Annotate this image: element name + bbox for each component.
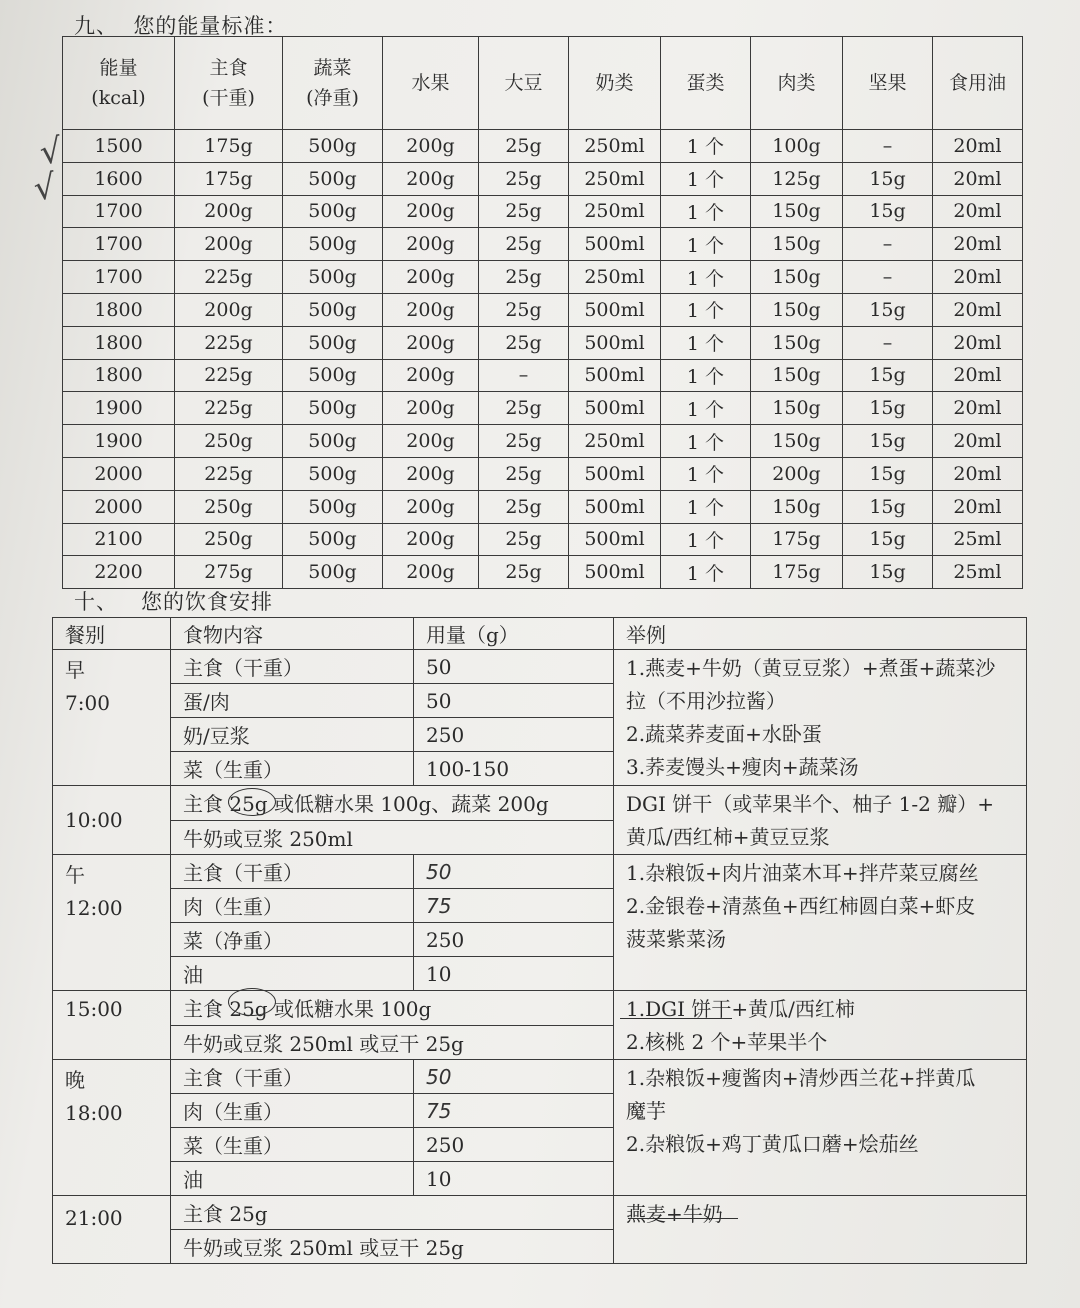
energy-cell: 250ml — [569, 130, 661, 163]
pen-circle-mark — [228, 788, 276, 816]
energy-table-row — [63, 556, 1023, 589]
food-item: 油 — [171, 1162, 414, 1196]
energy-cell: 20ml — [933, 359, 1023, 392]
dinner-row — [53, 1060, 1027, 1094]
energy-cell: 200g — [175, 293, 283, 326]
example-line: 燕麦+牛奶 — [626, 1202, 723, 1226]
energy-cell: 2200 — [63, 556, 175, 589]
energy-cell: 15g — [843, 293, 933, 326]
energy-cell: 1900 — [63, 425, 175, 458]
energy-cell: 225g — [175, 392, 283, 425]
energy-table-row — [63, 326, 1023, 359]
energy-cell: 15g — [843, 457, 933, 490]
energy-cell: 200g — [383, 359, 479, 392]
energy-cell: 500g — [283, 326, 383, 359]
energy-cell: 25g — [479, 293, 569, 326]
handwritten-check-mark: √ — [37, 130, 65, 174]
energy-cell: 1 个 — [661, 457, 751, 490]
amount-value: 250 — [414, 923, 614, 957]
energy-cell: 125g — [751, 162, 843, 195]
energy-cell: 175g — [175, 162, 283, 195]
energy-cell: 100g — [751, 130, 843, 163]
example-line: 1.DGI 饼干+黄瓜/西红柿 — [626, 997, 855, 1021]
food-item: 主食 25g 或低糖水果 100g — [171, 991, 614, 1026]
energy-cell: 250ml — [569, 425, 661, 458]
energy-cell: 200g — [383, 195, 479, 228]
energy-cell: 25g — [479, 130, 569, 163]
energy-cell: 175g — [175, 130, 283, 163]
energy-table-row — [63, 162, 1023, 195]
food-item: 蛋/肉 — [171, 684, 414, 718]
energy-cell: 20ml — [933, 228, 1023, 261]
amount-value-handwritten: 75 — [414, 889, 614, 923]
energy-cell: 500g — [283, 130, 383, 163]
energy-cell: 1 个 — [661, 556, 751, 589]
food-item: 主食（干重） — [171, 650, 414, 684]
diet-plan-table — [52, 617, 1027, 1264]
energy-cell: 250ml — [569, 162, 661, 195]
energy-cell: 25g — [479, 228, 569, 261]
energy-cell: 500g — [283, 425, 383, 458]
energy-cell: 500ml — [569, 359, 661, 392]
energy-header-cell: 奶类 — [569, 37, 661, 130]
lunch-row — [53, 855, 1027, 889]
amount-value: 10 — [414, 1162, 614, 1196]
energy-cell: 25g — [479, 261, 569, 294]
energy-cell: 25ml — [933, 556, 1023, 589]
amount-value: 250 — [414, 1128, 614, 1162]
example-line: 2.金银卷+清蒸鱼+西红柿圆白菜+虾皮 — [626, 894, 976, 918]
energy-cell: 250ml — [569, 261, 661, 294]
snack1-row — [53, 786, 1027, 821]
energy-cell: 15g — [843, 162, 933, 195]
energy-cell: 1800 — [63, 359, 175, 392]
meal-snack-15: 15:00 — [53, 991, 171, 1060]
food-item: 菜（生重） — [171, 752, 414, 786]
meal-breakfast: 早 7:00 — [53, 650, 171, 786]
amount-value-handwritten: 50 — [414, 1060, 614, 1094]
energy-cell: 500g — [283, 293, 383, 326]
energy-cell: 20ml — [933, 261, 1023, 294]
energy-cell: 20ml — [933, 425, 1023, 458]
example-line: 1.燕麦+牛奶（黄豆豆浆）+煮蛋+蔬菜沙 — [626, 656, 996, 680]
energy-cell: 20ml — [933, 293, 1023, 326]
energy-cell: 1 个 — [661, 130, 751, 163]
snack3-row — [53, 1196, 1027, 1230]
energy-cell: 150g — [751, 326, 843, 359]
energy-table-row — [63, 425, 1023, 458]
energy-cell: 15g — [843, 490, 933, 523]
diet-table-header-row — [53, 618, 1027, 650]
energy-header-cell: 主食 (干重) — [175, 37, 283, 130]
energy-cell: 225g — [175, 261, 283, 294]
food-item: 主食 25g — [171, 1196, 614, 1230]
food-item: 菜（生重） — [171, 1128, 414, 1162]
energy-cell: 25g — [479, 195, 569, 228]
energy-cell: 200g — [383, 392, 479, 425]
meal-lunch: 午 12:00 — [53, 855, 171, 991]
pen-underline-mark — [620, 1018, 732, 1019]
energy-cell: – — [843, 261, 933, 294]
energy-cell: 1 个 — [661, 293, 751, 326]
energy-cell: 150g — [751, 228, 843, 261]
energy-cell: 500g — [283, 523, 383, 556]
example-line: 2.杂粮饭+鸡丁黄瓜口蘑+烩茄丝 — [626, 1132, 919, 1156]
energy-cell: – — [843, 130, 933, 163]
energy-cell: 150g — [751, 195, 843, 228]
energy-cell: 15g — [843, 523, 933, 556]
meal-snack-10: 10:00 — [53, 786, 171, 855]
food-item: 主食（干重） — [171, 855, 414, 889]
energy-cell: 25g — [479, 392, 569, 425]
energy-cell: 15g — [843, 425, 933, 458]
energy-cell: 1800 — [63, 326, 175, 359]
example-line: 2.蔬菜荞麦面+水卧蛋 — [626, 722, 822, 746]
snack2-examples — [614, 991, 1027, 1060]
food-item: 主食（干重） — [171, 1060, 414, 1094]
example-line: 3.荞麦馒头+瘦肉+蔬菜汤 — [626, 755, 859, 779]
energy-cell: 150g — [751, 359, 843, 392]
energy-table-row — [63, 490, 1023, 523]
energy-cell: 500ml — [569, 293, 661, 326]
energy-cell: 1 个 — [661, 523, 751, 556]
energy-cell: 1600 — [63, 162, 175, 195]
energy-cell: 250g — [175, 523, 283, 556]
energy-cell: 500g — [283, 457, 383, 490]
amount-value: 100-150 — [414, 752, 614, 786]
handwritten-check-mark: √ — [31, 166, 59, 210]
header-meal: 餐别 — [53, 618, 171, 650]
energy-cell: 500g — [283, 228, 383, 261]
energy-cell: 200g — [383, 162, 479, 195]
header-example: 举例 — [614, 618, 1027, 650]
energy-cell: 175g — [751, 556, 843, 589]
energy-table-row — [63, 130, 1023, 163]
energy-header-cell: 肉类 — [751, 37, 843, 130]
energy-cell: 500g — [283, 556, 383, 589]
energy-cell: 175g — [751, 523, 843, 556]
energy-table-row — [63, 523, 1023, 556]
header-amount: 用量（g） — [414, 618, 614, 650]
food-item: 主食 25g 或低糖水果 100g、蔬菜 200g — [171, 786, 614, 821]
energy-table-row — [63, 228, 1023, 261]
energy-cell: 500ml — [569, 392, 661, 425]
energy-header-cell: 大豆 — [479, 37, 569, 130]
energy-cell: 2000 — [63, 490, 175, 523]
energy-cell: 200g — [383, 425, 479, 458]
energy-cell: 200g — [383, 130, 479, 163]
example-line: 2.核桃 2 个+苹果半个 — [626, 1030, 828, 1054]
energy-cell: 500g — [283, 261, 383, 294]
breakfast-examples — [614, 650, 1027, 786]
energy-cell: 25g — [479, 457, 569, 490]
energy-cell: 1900 — [63, 392, 175, 425]
dinner-examples — [614, 1060, 1027, 1196]
energy-cell: 1 个 — [661, 425, 751, 458]
energy-cell: 250g — [175, 425, 283, 458]
energy-cell: 500ml — [569, 457, 661, 490]
energy-table-body — [63, 130, 1023, 589]
energy-table-row — [63, 261, 1023, 294]
energy-table-header-row — [63, 37, 1023, 130]
energy-table-row — [63, 392, 1023, 425]
energy-cell: 200g — [383, 228, 479, 261]
energy-cell: 2100 — [63, 523, 175, 556]
energy-cell: 20ml — [933, 392, 1023, 425]
energy-cell: 150g — [751, 392, 843, 425]
section-10-heading: 十、 您的饮食安排 — [74, 590, 274, 614]
food-item: 肉（生重） — [171, 889, 414, 923]
header-food: 食物内容 — [171, 618, 414, 650]
amount-value: 250 — [414, 718, 614, 752]
energy-cell: 250ml — [569, 195, 661, 228]
energy-cell: 1 个 — [661, 261, 751, 294]
energy-cell: 20ml — [933, 326, 1023, 359]
energy-table-row — [63, 457, 1023, 490]
food-item: 牛奶或豆浆 250ml 或豆干 25g — [171, 1230, 614, 1264]
energy-cell: 500ml — [569, 326, 661, 359]
energy-cell: 25ml — [933, 523, 1023, 556]
energy-cell: 15g — [843, 195, 933, 228]
energy-cell: 200g — [383, 490, 479, 523]
pen-underline-mark — [628, 1218, 738, 1219]
energy-cell: 1 个 — [661, 195, 751, 228]
energy-cell: – — [479, 359, 569, 392]
energy-cell: 500ml — [569, 228, 661, 261]
energy-cell: 200g — [383, 326, 479, 359]
energy-cell: 1700 — [63, 195, 175, 228]
meal-snack-21: 21:00 — [53, 1196, 171, 1264]
energy-table-row — [63, 359, 1023, 392]
energy-cell: 225g — [175, 457, 283, 490]
section-9-heading: 九、 您的能量标准： — [74, 14, 288, 38]
food-item: 菜（净重） — [171, 923, 414, 957]
energy-cell: 500g — [283, 490, 383, 523]
energy-cell: 1 个 — [661, 490, 751, 523]
example-line: DGI 饼干（或苹果半个、柚子 1-2 瓣）+ — [626, 792, 994, 816]
energy-cell: 1700 — [63, 261, 175, 294]
energy-cell: 200g — [751, 457, 843, 490]
energy-header-cell: 水果 — [383, 37, 479, 130]
energy-cell: 200g — [383, 457, 479, 490]
food-item: 奶/豆浆 — [171, 718, 414, 752]
energy-table-row — [63, 195, 1023, 228]
energy-cell: – — [843, 228, 933, 261]
energy-cell: 1 个 — [661, 228, 751, 261]
energy-cell: 500ml — [569, 556, 661, 589]
example-line: 拉（不用沙拉酱） — [626, 689, 786, 713]
energy-cell: 500g — [283, 162, 383, 195]
food-item: 油 — [171, 957, 414, 991]
energy-cell: 500ml — [569, 490, 661, 523]
snack2-row — [53, 991, 1027, 1026]
energy-cell: 25g — [479, 425, 569, 458]
energy-cell: 15g — [843, 392, 933, 425]
amount-value: 50 — [414, 684, 614, 718]
energy-cell: 25g — [479, 162, 569, 195]
energy-cell: 500g — [283, 195, 383, 228]
energy-cell: 225g — [175, 359, 283, 392]
energy-header-cell: 能量 (kcal) — [63, 37, 175, 130]
energy-cell: 20ml — [933, 162, 1023, 195]
snack3-examples — [614, 1196, 1027, 1264]
food-item: 肉（生重） — [171, 1094, 414, 1128]
energy-header-cell: 坚果 — [843, 37, 933, 130]
energy-header-cell: 蔬菜 (净重) — [283, 37, 383, 130]
energy-cell: 275g — [175, 556, 283, 589]
energy-cell: 25g — [479, 556, 569, 589]
example-line: 魔芋 — [626, 1099, 666, 1123]
energy-cell: 200g — [383, 556, 479, 589]
energy-cell: 1500 — [63, 130, 175, 163]
energy-cell: 150g — [751, 261, 843, 294]
amount-value: 50 — [414, 650, 614, 684]
energy-cell: 1700 — [63, 228, 175, 261]
energy-cell: 20ml — [933, 490, 1023, 523]
energy-header-cell: 食用油 — [933, 37, 1023, 130]
energy-cell: 2000 — [63, 457, 175, 490]
energy-cell: 500g — [283, 392, 383, 425]
energy-cell: 200g — [175, 195, 283, 228]
energy-cell: 200g — [175, 228, 283, 261]
amount-value: 10 — [414, 957, 614, 991]
amount-value-handwritten: 75 — [414, 1094, 614, 1128]
energy-table-row — [63, 293, 1023, 326]
energy-cell: 200g — [383, 293, 479, 326]
energy-cell: 200g — [383, 523, 479, 556]
energy-cell: 25g — [479, 523, 569, 556]
energy-cell: 1 个 — [661, 392, 751, 425]
energy-cell: 1 个 — [661, 326, 751, 359]
energy-cell: 150g — [751, 490, 843, 523]
energy-cell: 15g — [843, 359, 933, 392]
energy-cell: 1 个 — [661, 162, 751, 195]
example-line: 菠菜紫菜汤 — [626, 927, 726, 951]
energy-cell: 20ml — [933, 130, 1023, 163]
energy-cell: 200g — [383, 261, 479, 294]
energy-cell: 500g — [283, 359, 383, 392]
example-line: 黄瓜/西红柿+黄豆豆浆 — [626, 825, 830, 849]
energy-cell: 225g — [175, 326, 283, 359]
energy-cell: 150g — [751, 425, 843, 458]
example-line: 1.杂粮饭+肉片油菜木耳+拌芹菜豆腐丝 — [626, 861, 979, 885]
food-item: 牛奶或豆浆 250ml — [171, 820, 614, 855]
energy-cell: 500ml — [569, 523, 661, 556]
energy-cell: 15g — [843, 556, 933, 589]
energy-cell: 250g — [175, 490, 283, 523]
pen-circle-mark — [228, 988, 276, 1016]
breakfast-row — [53, 650, 1027, 684]
energy-header-cell: 蛋类 — [661, 37, 751, 130]
energy-standard-table — [62, 36, 1023, 589]
energy-cell: 20ml — [933, 195, 1023, 228]
meal-dinner: 晚 18:00 — [53, 1060, 171, 1196]
amount-value-handwritten: 50 — [414, 855, 614, 889]
energy-cell: 20ml — [933, 457, 1023, 490]
energy-cell: 25g — [479, 326, 569, 359]
food-item: 牛奶或豆浆 250ml 或豆干 25g — [171, 1025, 614, 1060]
energy-cell: 25g — [479, 490, 569, 523]
energy-cell: 150g — [751, 293, 843, 326]
energy-cell: 1800 — [63, 293, 175, 326]
snack1-examples — [614, 786, 1027, 855]
lunch-examples — [614, 855, 1027, 991]
energy-cell: 1 个 — [661, 359, 751, 392]
example-line: 1.杂粮饭+瘦酱肉+清炒西兰花+拌黄瓜 — [626, 1066, 976, 1090]
energy-cell: – — [843, 326, 933, 359]
